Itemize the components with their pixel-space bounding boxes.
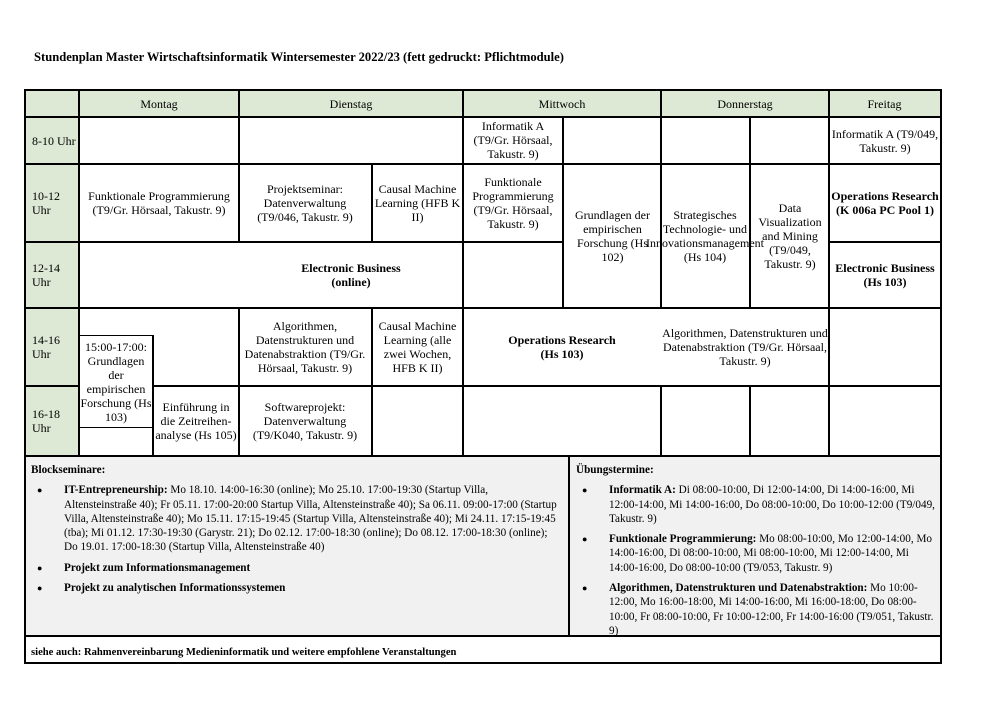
- course-fr-10-operations-research: [830, 164, 940, 241]
- course-di-16-softwareprojekt: Softwareprojekt: Datenverwaltung (T9/K040, Takustr. 9): [252, 400, 358, 442]
- uebungstermine-panel: [570, 457, 940, 635]
- course-do-10-data-visualization: Data Visualization and Mining (T9/049, Takustr. 9): [758, 200, 822, 271]
- day-header-donnerstag: Donnerstag: [661, 91, 829, 117]
- course-fr-12-eb-title: Electronic Business: [835, 261, 935, 275]
- course-mo-16-zeitreihenanalyse: Einführung in die Zeitreihen-analyse (Hs 105): [155, 399, 237, 442]
- course-do-10-strategisches-management: Strategisches Technologie- und Innovationsmanagement (Hs 104): [646, 207, 764, 264]
- course-mi-8-informatik-a: Informatik A (T9/Gr. Hörsaal, Takustr. 9): [473, 119, 553, 161]
- blockseminare-panel: [26, 457, 568, 635]
- time-12-14: 12-14 Uhr: [26, 242, 79, 308]
- course-mi-10-grundlagen-empirische-forschung: Grundlagen der empirischen Forschung (Hs 102): [575, 207, 650, 264]
- time-16-18: 16-18 Uhr: [26, 386, 79, 456]
- blockseminare-heading: Blockseminare:: [31, 464, 106, 476]
- time-8-10: 8-10 Uhr: [26, 117, 79, 164]
- time-10-12: 10-12 Uhr: [26, 164, 79, 242]
- list-item: ● Algorithmen, Datenstrukturen und Datenabstraktion: Mo 10:00-12:00, Mo 16:00-18:00, Mi 14:00-16:00, Mi 16:00-18:00, Do 08:00-10:00, Fr 08:00-10:00, Fr 10:00-12:00, Fr 14:00-16:00 (T9/051, Takustr. 9): [576, 581, 936, 638]
- list-item: ● Funktionale Programmierung: Mo 08:00-10:00, Mo 12:00-14:00, Mo 14:00-16:00, Di 08:00-10:00, Mi 08:00-10:00, Mi 12:00-14:00, Mi 14:00-16:00, Do 08:00-10:00 (T9/053, Takustr. 9): [576, 532, 936, 575]
- course-di-10-causal-ml: Causal Machine Learning (HFB K II): [374, 182, 461, 224]
- list-item: ● IT-Entrepreneurship: Mo 18.10. 14:00-16:30 (online); Mo 25.10. 17:00-19:30 (Startup Villa, Altensteinstraße 40); Fr 05.11. 17:00-20:00 Startup Villa, Altensteinstraße 40); Sa 06.11. 09:00-17:00 (Startup Villa, Altensteinstraße 40); Mo 15.11. 17:15-19:45 (Startup Villa, Altensteinstraße 40); Mi 24.11. 17:15-19:45 (tba); Mi 01.12. 17:30-19:30 (Garystr. 21); Do 02.12. 17:00-18:30 (online); Do 08.12. 17:00-18:30 (online); Do 19.01. 17:00-18:30 (Startup Villa, Altensteinstraße 40): [31, 483, 562, 554]
- page-title: Stundenplan Master Wirtschaftsinformatik Wintersemester 2022/23 (fett gedruckt: Pflichtmodule): [34, 50, 564, 64]
- course-mi-14-or-room: (Hs 103): [540, 346, 584, 361]
- day-header-montag: Montag: [79, 91, 239, 117]
- course-di-12-eb-room: (online): [331, 275, 371, 289]
- course-mi-14-or-title: Operations Research: [508, 332, 616, 347]
- course-fr-10-or-title: Operations Research: [831, 188, 939, 203]
- course-di-14-algorithmen: Algorithmen, Datenstrukturen und Datenabstraktion (T9/Gr. Hörsaal, Takustr. 9): [244, 318, 366, 375]
- list-item: ● Informatik A: Di 08:00-10:00, Di 12:00-14:00, Di 14:00-16:00, Mi 12:00-14:00, Mi 14:00-16:00, Do 08:00-10:00, Do 10:00-12:00 (T9/049, Takustr. 9): [576, 483, 936, 526]
- time-14-16: 14-16 Uhr: [26, 308, 79, 386]
- course-mo-14-grundlagen-empirische-forschung: 15:00-17:00: Grundlagen der empirischen Forschung (Hs 103): [80, 339, 152, 424]
- course-fr-12-eb-room: (Hs 103): [863, 275, 907, 289]
- course-fr-12-electronic-business: [830, 243, 940, 307]
- course-di-14-causal-ml: Causal Machine Learning (alle zwei Wochen, HFB K II): [378, 318, 457, 375]
- course-di-12-electronic-business: [240, 243, 462, 307]
- course-do-14-algorithmen: Algorithmen, Datenstrukturen und Datenabstraktion (T9/Gr. Hörsaal, Takustr. 9): [662, 325, 828, 368]
- day-header-freitag: Freitag: [829, 91, 940, 117]
- footer-note: siehe auch: Rahmenvereinbarung Medieninformatik und weitere empfohlene Veranstaltungen: [31, 647, 457, 658]
- uebungstermine-heading: Übungstermine:: [576, 464, 654, 476]
- day-header-mittwoch: Mittwoch: [463, 91, 661, 117]
- day-header-dienstag: Dienstag: [239, 91, 463, 117]
- course-di-10-projektseminar: Projektseminar: Datenverwaltung (T9/046, Takustr. 9): [257, 182, 353, 224]
- course-di-12-eb-title: Electronic Business: [301, 261, 401, 275]
- header-corner: [26, 91, 79, 117]
- course-mo-10-funktionale-programmierung: Funktionale Programmierung (T9/Gr. Hörsaal, Takustr. 9): [88, 189, 230, 217]
- list-item: ● Projekt zu analytischen Informationssystemen: [31, 581, 562, 595]
- course-mi-14-operations-research: [464, 308, 660, 385]
- course-fr-10-or-room: (K 006a PC Pool 1): [836, 202, 934, 217]
- list-item: ● Projekt zum Informationsmanagement: [31, 561, 562, 575]
- course-mi-10-funktionale-programmierung: Funktionale Programmierung (T9/Gr. Hörsaal, Takustr. 9): [472, 175, 554, 231]
- course-fr-8-informatik-a: Informatik A (T9/049, Takustr. 9): [831, 126, 939, 155]
